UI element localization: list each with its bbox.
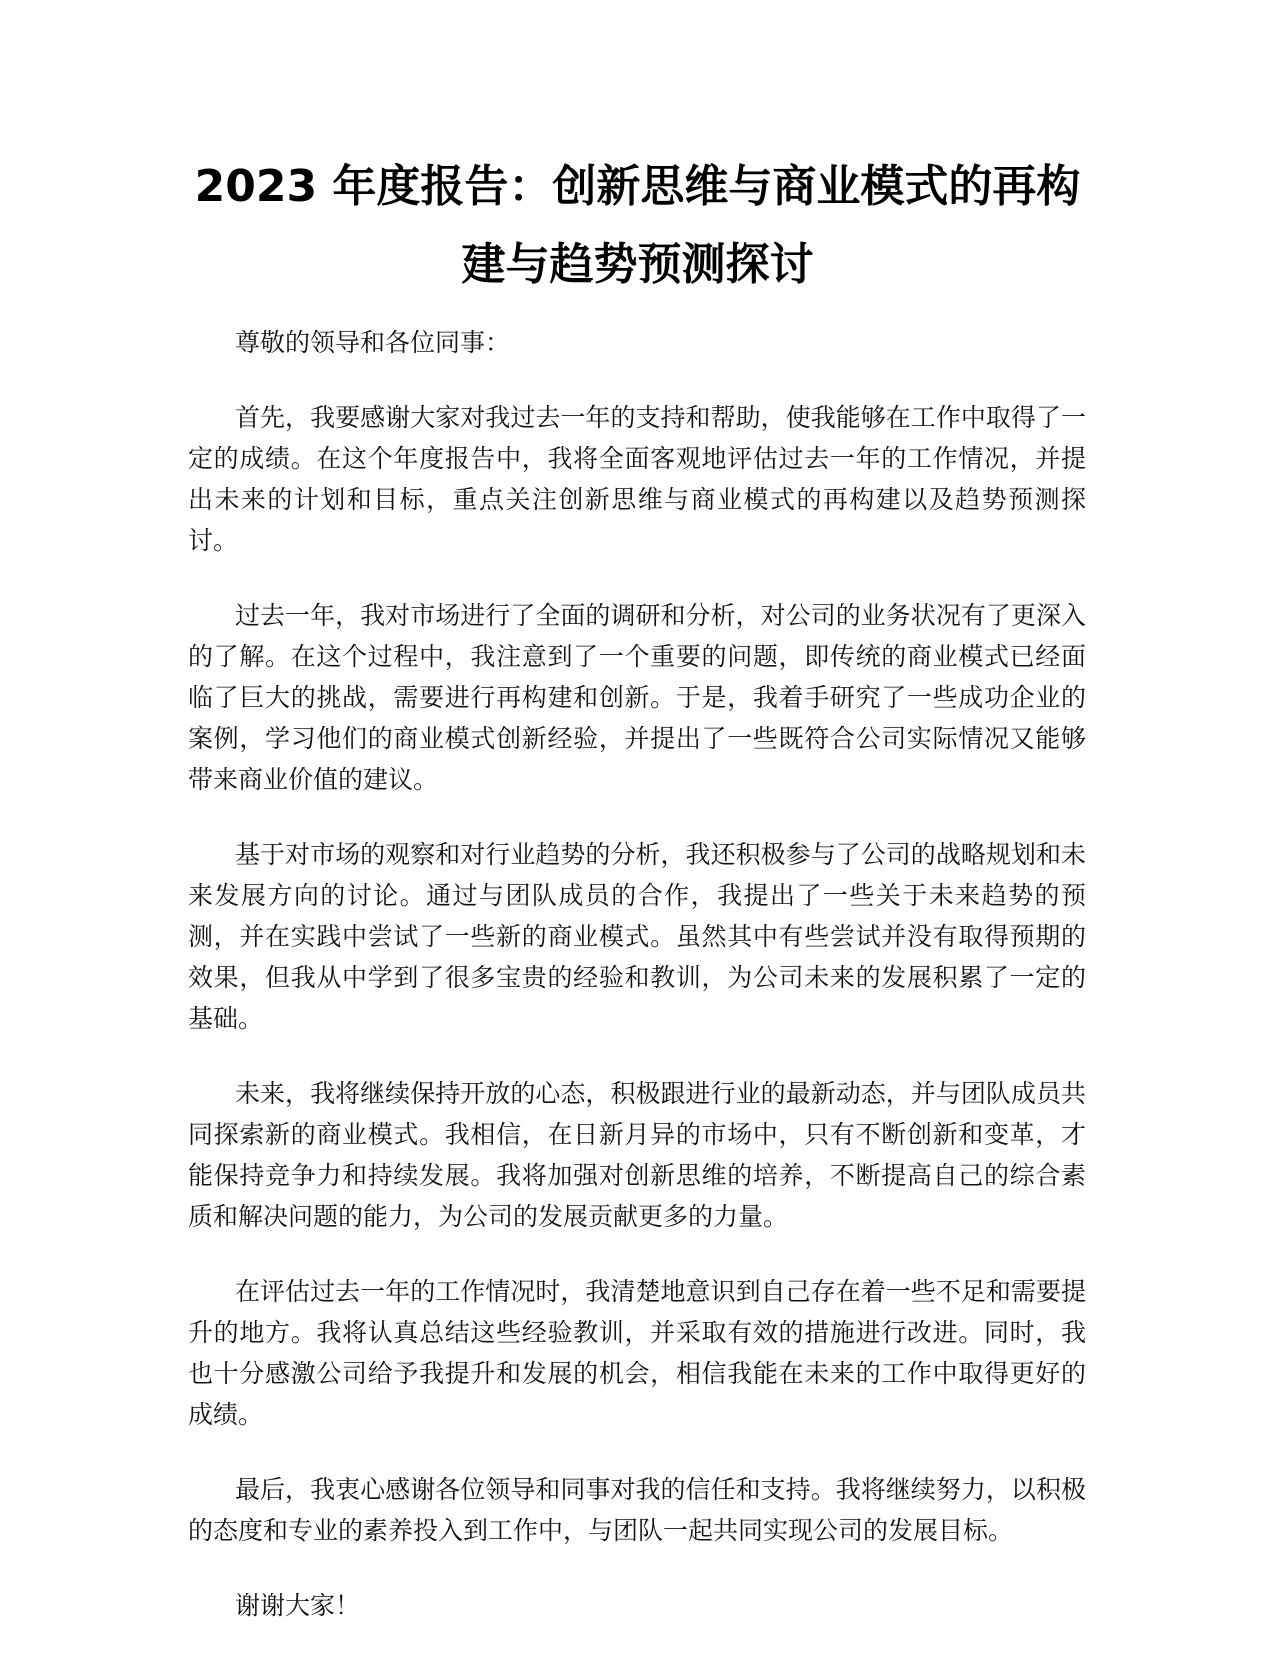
document-body [188, 322, 1086, 1660]
paragraph-future: 未来，我将继续保持开放的心态，积极跟进行业的最新动态，并与团队成员共同探索新的商业模式。我相信，在日新月异的市场中，只有不断创新和变革，才能保持竞争力和持续发展。我将加强对创新思维的培养，不断提高自己的综合素质和解决问题的能力，为公司的发展贡献更多的力量。 [188, 1079, 1086, 1231]
title-line-1: 2023 年度报告：创新思维与商业模式的再构 [194, 161, 1081, 212]
thanks-line: 谢谢大家！ [235, 1591, 361, 1620]
paragraph-market-research: 过去一年，我对市场进行了全面的调研和分析，对公司的业务状况有了更深入的了解。在这个过程中，我注意到了一个重要的问题，即传统的商业模式已经面临了巨大的挑战，需要进行再构建和创新。于是，我着手研究了一些成功企业的案例，学习他们的商业模式创新经验，并提出了一些既符合公司实际情况又能够带来商业价值的建议。 [188, 601, 1086, 794]
title-line-2: 建与趋势预测探讨 [461, 239, 814, 290]
document-title [180, 148, 1095, 304]
paragraph-closing: 最后，我衷心感谢各位领导和同事对我的信任和支持。我将继续努力，以积极的态度和专业的素养投入到工作中，与团队一起共同实现公司的发展目标。 [188, 1475, 1086, 1545]
paragraph-strategy: 基于对市场的观察和对行业趋势的分析，我还积极参与了公司的战略规划和未来发展方向的讨论。通过与团队成员的合作，我提出了一些关于未来趋势的预测，并在实践中尝试了一些新的商业模式。虽然其中有些尝试并没有取得预期的效果，但我从中学到了很多宝贵的经验和教训，为公司未来的发展积累了一定的基础。 [188, 840, 1086, 1033]
salutation: 尊敬的领导和各位同事： [235, 328, 511, 357]
paragraph-introduction: 首先，我要感谢大家对我过去一年的支持和帮助，使我能够在工作中取得了一定的成绩。在这个年度报告中，我将全面客观地评估过去一年的工作情况，并提出未来的计划和目标，重点关注创新思维与商业模式的再构建以及趋势预测探讨。 [188, 403, 1086, 555]
paragraph-self-assessment: 在评估过去一年的工作情况时，我清楚地意识到自己存在着一些不足和需要提升的地方。我将认真总结这些经验教训，并采取有效的措施进行改进。同时，我也十分感激公司给予我提升和发展的机会，相信我能在未来的工作中取得更好的成绩。 [188, 1277, 1086, 1429]
